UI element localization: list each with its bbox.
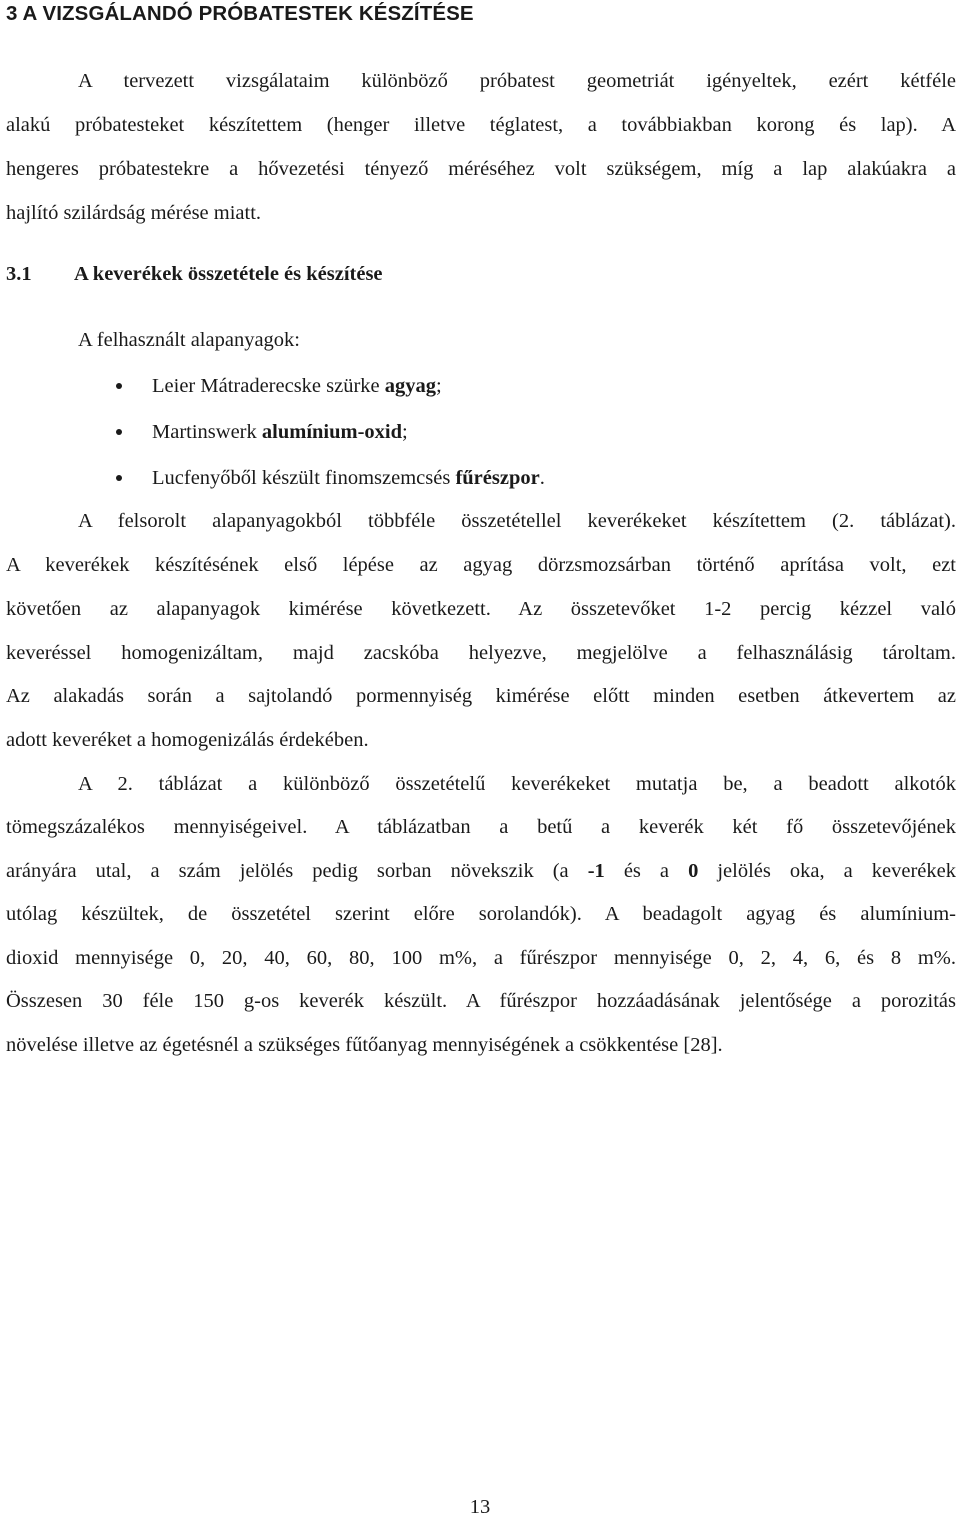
- para3-line-5: dioxid mennyisége 0, 20, 40, 60, 80, 100 m%, a fűrészpor mennyisége 0, 2, 4, 6, és 8 m%.: [6, 947, 956, 969]
- intro-line-3: hengeres próbatestekre a hővezetési tényező méréséhez volt szükségem, míg a lap alakúakra a: [6, 158, 956, 180]
- para2-line-2: A keverékek készítésének első lépése az agyag dörzsmozsárban történő aprítása volt, ezt: [6, 554, 956, 576]
- intro-line-2: alakú próbatesteket készítettem (henger illetve téglatest, a továbbiakban korong és lap). A: [6, 114, 956, 136]
- section-title: A keverékek összetétele és készítése: [74, 263, 383, 285]
- para3-line-4: utólag készültek, de összetétel szerint előre sorolandók). A beadagolt agyag és alumínium-: [6, 903, 956, 925]
- intro-line-1: A tervezett vizsgálataim különböző próbatest geometriát igényeltek, ezért kétféle: [78, 70, 956, 92]
- bullet-item-sawdust: Lucfenyőből készült finomszemcsés fűrészpor.: [152, 467, 545, 489]
- para2-line-5: Az alakadás során a sajtolandó pormennyiség kimérése előtt minden esetben átkevertem az: [6, 685, 956, 707]
- bullet-icon: [116, 475, 122, 481]
- intro-line-4: hajlító szilárdság mérése miatt.: [6, 202, 262, 224]
- para3-line-6: Összesen 30 féle 150 g-os keverék készült. A fűrészpor hozzáadásának jelentősége a porozitás: [6, 990, 956, 1012]
- materials-intro: A felhasznált alapanyagok:: [78, 329, 300, 351]
- bullet-icon: [116, 429, 122, 435]
- bullet-item-clay: Leier Mátraderecske szürke agyag;: [152, 375, 442, 397]
- para2-line-4: keveréssel homogenizáltam, majd zacskóba helyezve, megjelölve a felhasználásig tároltam.: [6, 642, 956, 664]
- para2-line-1: A felsorolt alapanyagokból többféle összetétellel keverékeket készítettem (2. táblázat).: [78, 510, 956, 532]
- bullet-icon: [116, 383, 122, 389]
- section-heading: [6, 263, 383, 286]
- para3-line-2: tömegszázalékos mennyiségeivel. A táblázatban a betű a keverék két fő összetevőjének: [6, 816, 956, 838]
- page-number: 13: [469, 1496, 491, 1518]
- para3-line-1: A 2. táblázat a különböző összetételű keverékeket mutatja be, a beadott alkotók: [78, 773, 956, 795]
- chapter-heading: 3 A VIZSGÁLANDÓ PRÓBATESTEK KÉSZÍTÉSE: [6, 2, 474, 25]
- para2-line-3: követően az alapanyagok kimérése következett. Az összetevőket 1-2 percig kézzel való: [6, 598, 956, 620]
- para3-line-3: arányára utal, a szám jelölés pedig sorban növekszik (a -1 és a 0 jelölés oka, a keverékek: [6, 860, 957, 882]
- bullet-item-alumina: Martinswerk alumínium-oxid;: [152, 421, 408, 443]
- para3-line-7: növelése illetve az égetésnél a szükséges fűtőanyag mennyiségének a csökkentése [28].: [6, 1034, 723, 1056]
- para2-line-6: adott keveréket a homogenizálás érdekében.: [6, 729, 369, 751]
- section-number: 3.1: [6, 263, 32, 285]
